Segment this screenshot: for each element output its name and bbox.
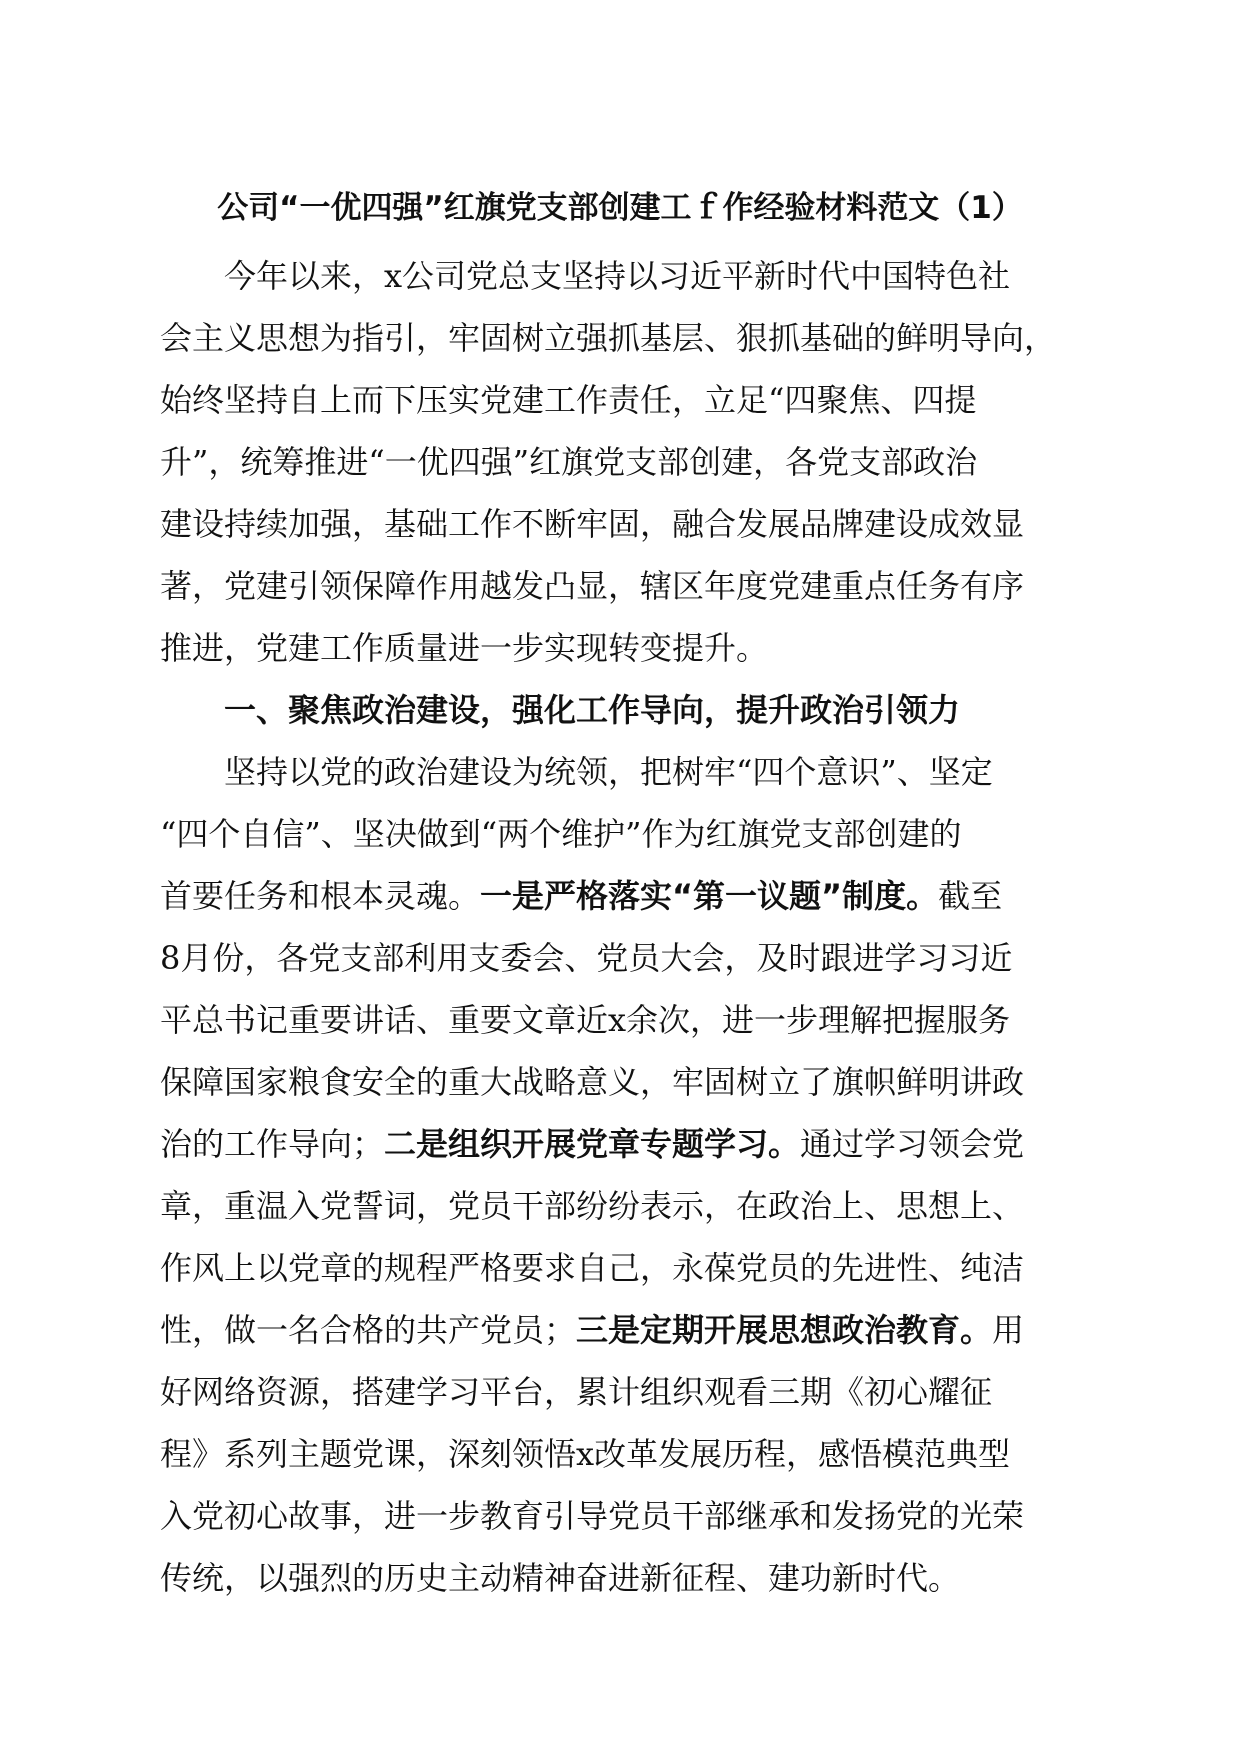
- body-line: 入党初心故事，进一步教育引导党员干部继承和发扬党的光荣: [160, 1497, 1025, 1535]
- body-line: [160, 1124, 1024, 1164]
- document-title: 公司“一优四强”红旗党支部创建工ｆ作经验材料范文（1）: [217, 190, 1023, 226]
- bold-point: 一是严格落实“第一议题”制度。: [480, 877, 939, 915]
- intro-line: 始终坚持自上而下压实党建工作责任，立足“四聚焦、四提: [160, 381, 977, 419]
- body-line: 8月份，各党支部利用支委会、党员大会，及时跟进学习习近: [160, 939, 1013, 977]
- body-text: 截至: [938, 877, 1003, 915]
- body-line: 章，重温入党誓词，党员干部纷纷表示，在政治上、思想上、: [160, 1187, 1025, 1225]
- body-text: 用: [992, 1311, 1025, 1349]
- body-text: 通过学习领会党: [800, 1125, 1025, 1163]
- body-line: [160, 1310, 1024, 1350]
- body-line: 作风上以党章的规程严格要求自己，永葆党员的先进性、纯洁: [160, 1249, 1025, 1287]
- body-text: 治的工作导向；: [160, 1125, 385, 1163]
- intro-line: 著，党建引领保障作用越发凸显，辖区年度党建重点任务有序: [160, 567, 1025, 605]
- body-line: 好网络资源，搭建学习平台，累计组织观看三期《初心耀征: [160, 1373, 993, 1411]
- section-heading: 一、聚焦政治建设，强化工作导向，提升政治引领力: [224, 691, 961, 729]
- body-line: 坚持以党的政治建设为统领，把树牢“四个意识”、坚定: [224, 753, 993, 791]
- body-line: 程》系列主题党课，深刻领悟x改革发展历程，感悟模范典型: [160, 1435, 1011, 1473]
- body-text: 首要任务和根本灵魂。: [160, 877, 481, 915]
- body-line: 传统，以强烈的历史主动精神奋进新征程、建功新时代。: [160, 1559, 961, 1597]
- intro-line: 建设持续加强，基础工作不断牢固，融合发展品牌建设成效显: [160, 505, 1025, 543]
- body-line: [160, 876, 1002, 916]
- intro-line: 推进，党建工作质量进一步实现转变提升。: [160, 629, 769, 667]
- body-line: 平总书记重要讲话、重要文章近x余次，进一步理解把握服务: [160, 1001, 1011, 1039]
- intro-line: 会主义思想为指引，牢固树立强抓基层、狠抓基础的鲜明导向，: [160, 319, 1057, 357]
- body-line: “四个自信”、坚决做到“两个维护”作为红旗党支部创建的: [160, 815, 962, 853]
- intro-line: 今年以来，x公司党总支坚持以习近平新时代中国特色社: [224, 257, 1011, 295]
- body-line: 保障国家粮食安全的重大战略意义，牢固树立了旗帜鲜明讲政: [160, 1063, 1025, 1101]
- intro-line: 升”，统筹推进“一优四强”红旗党支部创建，各党支部政治: [160, 443, 978, 481]
- bold-point: 三是定期开展思想政治教育。: [576, 1311, 993, 1349]
- body-text: 性，做一名合格的共产党员；: [160, 1311, 577, 1349]
- bold-point: 二是组织开展党章专题学习。: [384, 1125, 801, 1163]
